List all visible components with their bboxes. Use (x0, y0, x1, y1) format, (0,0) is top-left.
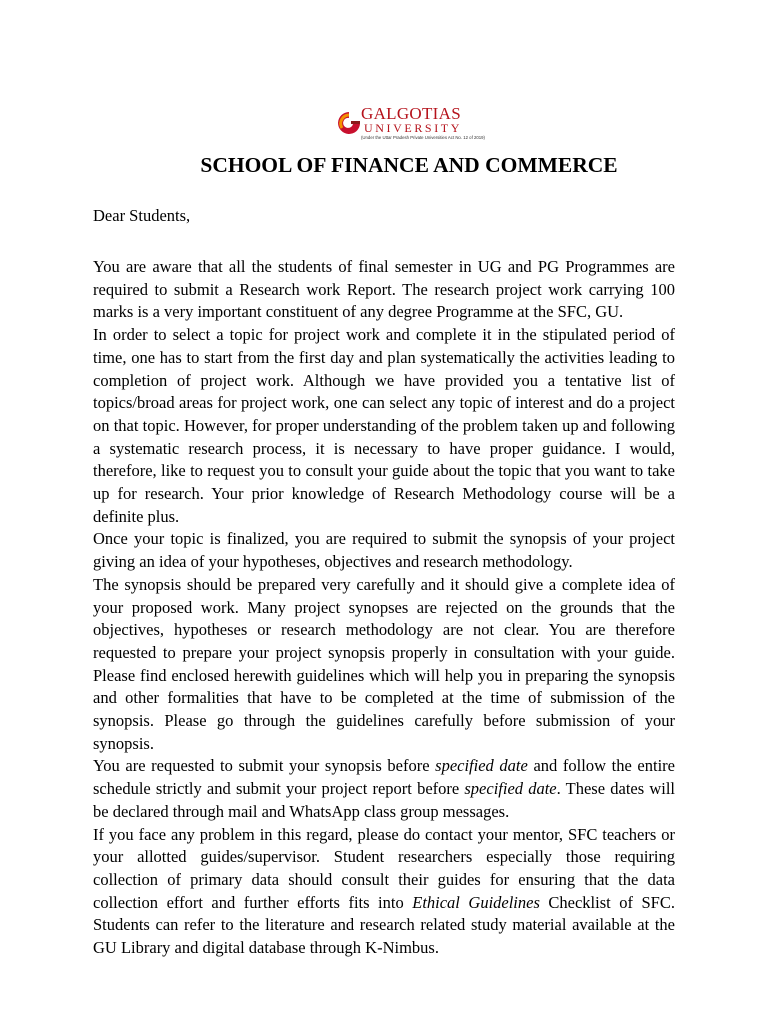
paragraph (93, 824, 675, 960)
logo-subtitle: UNIVERSITY (364, 121, 462, 135)
logo-name: GALGOTIAS (361, 104, 461, 123)
university-logo (336, 104, 488, 142)
paragraph (93, 755, 675, 823)
paragraph-text: and follow the entire schedule strictly and submit your project report before (93, 756, 675, 799)
paragraph-text: Checklist of SFC. Students can refer to the literature and research related study material available at the GU Library and digital database through K-Nimbus. (93, 892, 675, 958)
paragraph: The synopsis should be prepared very carefully and it should give a complete idea of your proposed work. Many project synopses are rejected on the grounds that the objectives, hypotheses or research methodology are not clear. You are therefore requested to prepare your project synopsis properly in consultation with your guide. Please find enclosed herewith guidelines which will help you in preparing the synopsis and other formalities that have to be completed at the time of submission of the synopsis. Please go through the guidelines carefully before submission of your synopsis. (93, 574, 675, 753)
paragraph: In order to select a topic for project work and complete it in the stipulated period of time, one has to start from the first day and plan systematically the activities leading to completion of project work. Although we have provided you a tentative list of topics/broad areas for project work, one can select any topic of interest and do a project on that topic. However, for proper understanding of the problem taken up and following a systematic research process, it is necessary to have proper guidance. I would, therefore, like to request you to consult your guide about the topic that you want to take up for research. Your prior knowledge of Research Methodology course will be a definite plus. (93, 325, 675, 526)
emphasis-date: specified date (435, 756, 528, 776)
galgotias-emblem-icon (336, 110, 362, 138)
salutation: Dear Students, (93, 206, 191, 225)
paragraph-text: You are requested to submit your synopsis before (93, 756, 436, 776)
paragraph-text: . These dates will be declared through mail and WhatsApp class group messages. (93, 779, 675, 821)
emphasis-date: specified date (464, 779, 557, 799)
paragraph: You are aware that all the students of final semester in UG and PG Programmes are required to submit a Research work Report. The research project work carrying 100 marks is a very important constituent of any degree Programme at the SFC, GU. (93, 257, 675, 322)
school-title: SCHOOL OF FINANCE AND COMMERCE (200, 153, 618, 177)
logo-note: (Under the Uttar Pradesh Private Universities Act No. 12 of 2019) (361, 135, 485, 140)
paragraph-text: If you face any problem in this regard, please do contact your mentor, SFC teachers or your allotted guides/supervisor. Student researchers especially those requiring collection of primary data should consult their guides for ensuring that the data collection effort and further efforts fits into (93, 824, 675, 912)
paragraph: Once your topic is finalized, you are required to submit the synopsis of your project giving an idea of your hypotheses, objectives and research methodology. (93, 529, 675, 572)
letter-body (93, 256, 675, 960)
emphasis-guidelines: Ethical Guidelines (412, 892, 540, 912)
